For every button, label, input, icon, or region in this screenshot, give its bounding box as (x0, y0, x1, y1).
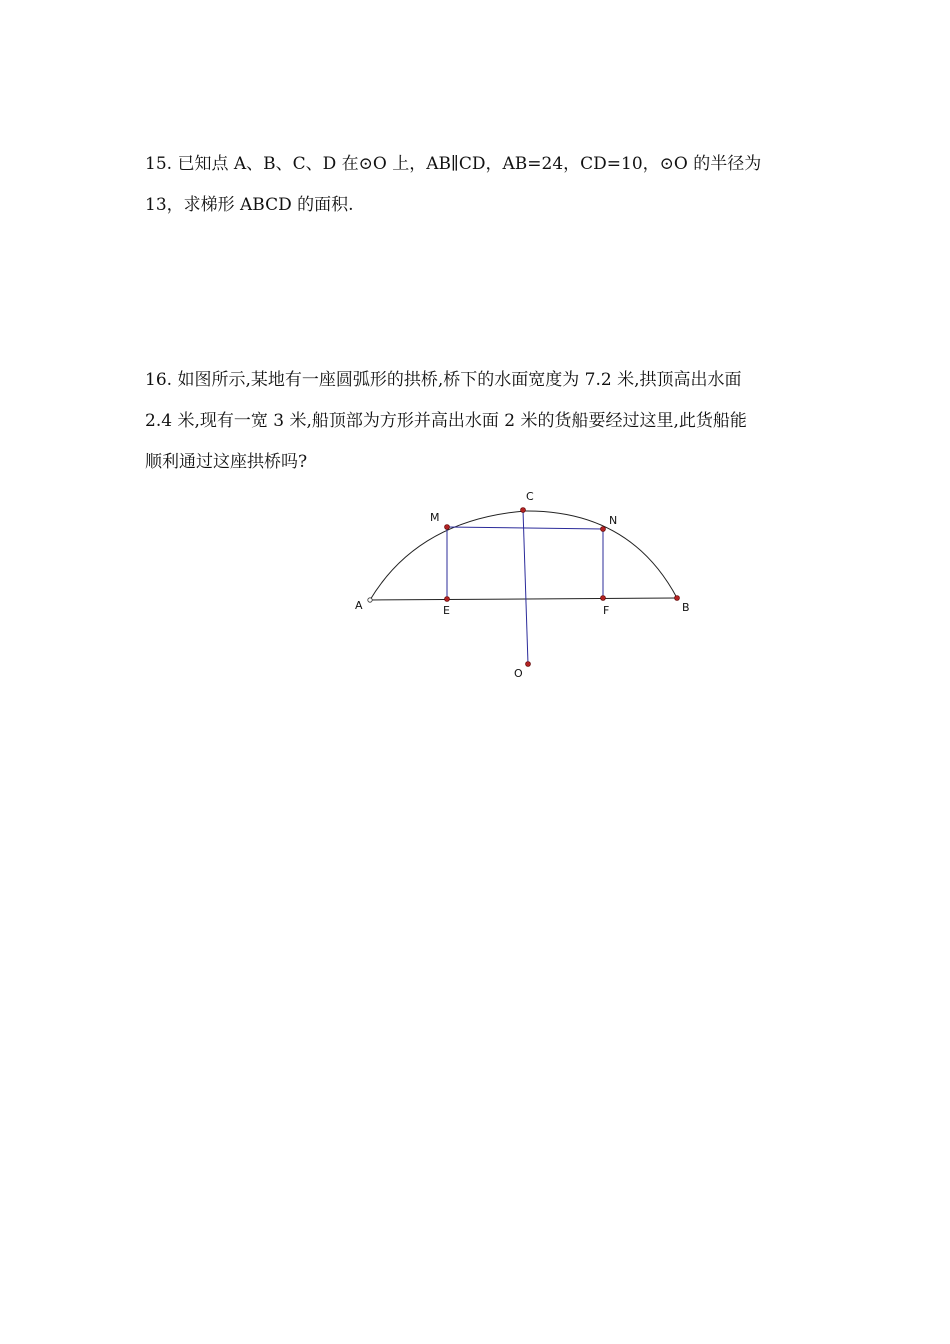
problem-number: 15. (145, 154, 173, 174)
point-f (601, 596, 606, 601)
label-b: B (682, 601, 690, 614)
problem-number: 16. (145, 370, 173, 390)
point-c (521, 508, 526, 513)
label-a: A (355, 599, 363, 612)
problem-16-line-3: 顺利通过这座拱桥吗? (145, 452, 308, 472)
point-b (675, 596, 680, 601)
point-n (601, 527, 606, 532)
water-line-ab (370, 598, 677, 600)
label-c: C (526, 490, 534, 503)
label-e: E (443, 604, 450, 617)
problem-16-line-1: 16. 如图所示,某地有一座圆弧形的拱桥,桥下的水面宽度为 7.2 米,拱顶高出水面 (145, 370, 742, 390)
label-m: M (430, 511, 440, 524)
problem-16-line-2: 2.4 米,现有一宽 3 米,船顶部为方形并高出水面 2 米的货船要经过这里,此货船能 (145, 411, 747, 431)
label-n: N (609, 514, 618, 527)
label-f: F (603, 604, 610, 617)
problem-15 (145, 144, 810, 226)
problem-15-line-1: 15. 已知点 A、B、C、D 在⊙O 上，AB∥CD，AB=24，CD=10，⊙O 的半径为 (145, 154, 762, 174)
problem-16 (145, 360, 810, 483)
point-o (526, 662, 531, 667)
segment-mn (447, 527, 603, 529)
point-e (445, 597, 450, 602)
segment-co (523, 510, 528, 664)
point-a (368, 598, 372, 602)
problem-15-line-2: 13，求梯形 ABCD 的面积. (145, 195, 354, 215)
label-o: O (514, 667, 523, 680)
point-m (445, 525, 450, 530)
arch-bridge-figure (340, 480, 710, 690)
